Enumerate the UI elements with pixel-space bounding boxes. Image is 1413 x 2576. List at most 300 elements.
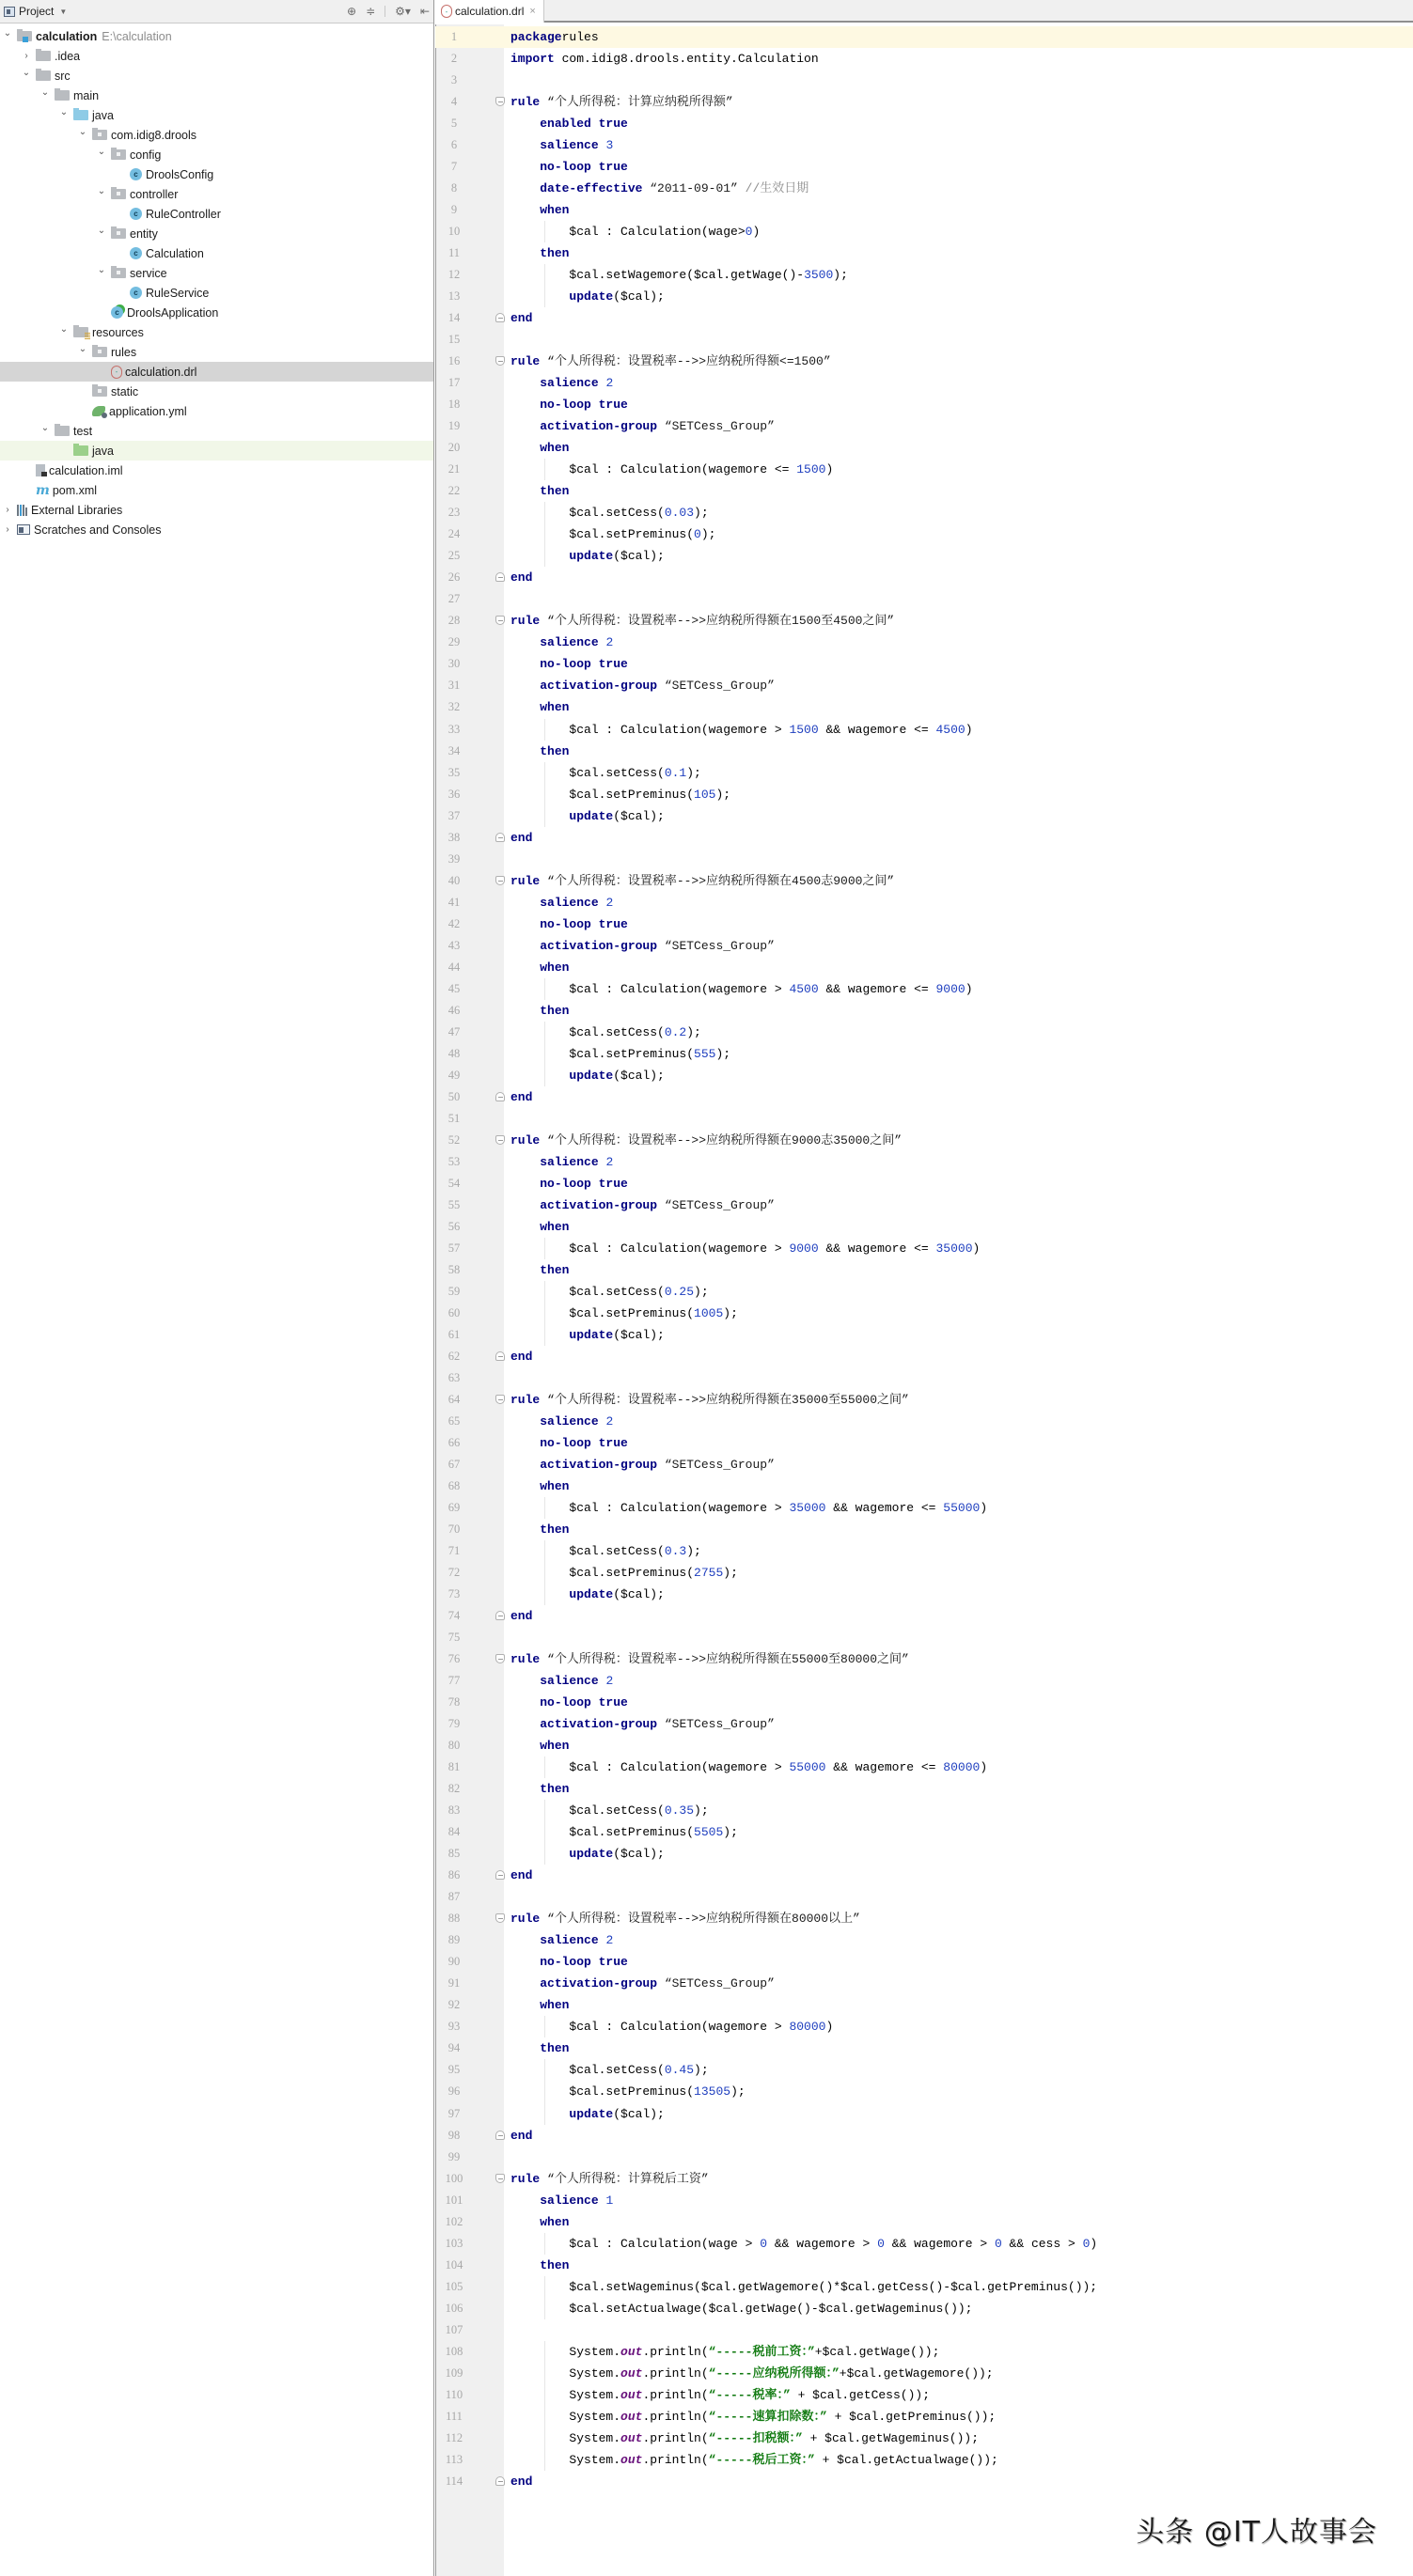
- line-number: 36: [447, 787, 461, 801]
- code-token: 0: [760, 2236, 768, 2251]
- code-line: [435, 26, 1413, 48]
- code-token: “SETCess_Group”: [657, 1458, 775, 1473]
- code-text: [510, 1411, 613, 1432]
- code-token: then: [540, 484, 570, 499]
- line-number: 86: [447, 1868, 461, 1882]
- code-text: [510, 1151, 613, 1173]
- code-text: [510, 2211, 569, 2233]
- code-line: [435, 264, 1413, 286]
- line-number: 63: [447, 1370, 461, 1384]
- code-token: no-loop true: [540, 1436, 628, 1451]
- fold-end-icon[interactable]: [495, 2476, 505, 2486]
- code-token: [510, 1414, 540, 1429]
- code-token: [510, 1155, 540, 1169]
- code-line: [435, 2081, 1413, 2102]
- code-token: update: [569, 549, 614, 564]
- project-view-icon: [4, 7, 15, 17]
- code-token: 0.03: [664, 506, 695, 521]
- tree-item-calculation-drl[interactable]: [0, 362, 433, 382]
- line-number: 32: [447, 700, 461, 714]
- tree-item-controller[interactable]: [0, 184, 433, 204]
- tree-item-static[interactable]: [0, 382, 433, 401]
- code-token: 55000: [789, 1760, 826, 1775]
- fold-collapse-icon[interactable]: [495, 1395, 505, 1404]
- line-number: 24: [447, 527, 461, 541]
- code-line: [435, 653, 1413, 675]
- code-line: [435, 1281, 1413, 1303]
- code-line: [435, 48, 1413, 70]
- line-number: 84: [447, 1825, 461, 1839]
- fold-end-icon[interactable]: [495, 313, 505, 322]
- code-token: [510, 939, 540, 953]
- code-text: [510, 48, 819, 70]
- tree-item-idea[interactable]: [0, 46, 433, 66]
- code-token: ): [965, 981, 973, 996]
- code-token: then: [540, 246, 570, 261]
- code-token: [510, 1955, 540, 1969]
- code-token: activation-group: [540, 679, 658, 694]
- line-number: 107: [445, 2322, 463, 2336]
- tree-item-application-yml[interactable]: [0, 401, 433, 421]
- code-text: [510, 1216, 569, 1238]
- code-line: [435, 1929, 1413, 1951]
- line-number: 30: [447, 657, 461, 671]
- tree-item-resources[interactable]: [0, 322, 433, 342]
- code-line: [435, 1194, 1413, 1216]
- line-number: 75: [447, 1631, 461, 1645]
- code-line: [435, 2406, 1413, 2428]
- code-line: [435, 2276, 1413, 2298]
- code-text: [510, 178, 809, 199]
- code-text: [510, 978, 973, 1000]
- tree-item-label: calculation.iml: [49, 463, 123, 477]
- tree-item-label: main: [73, 88, 100, 102]
- locate-icon[interactable]: ⊕: [347, 5, 357, 18]
- code-line: [435, 2298, 1413, 2319]
- code-line: [435, 1238, 1413, 1259]
- scratches-icon: [17, 524, 30, 535]
- code-text: [510, 1973, 775, 1994]
- chevron-down-icon[interactable]: ▼: [59, 7, 68, 16]
- code-text: [510, 2428, 979, 2449]
- tree-item-java[interactable]: [0, 105, 433, 125]
- chevron-down-icon[interactable]: ⌄: [78, 344, 87, 354]
- code-token: activation-group: [540, 1976, 658, 1991]
- fold-end-icon[interactable]: [495, 1611, 505, 1620]
- code-token: ): [965, 722, 973, 737]
- code-line: [435, 1173, 1413, 1194]
- tree-item-rules[interactable]: [0, 342, 433, 362]
- line-number: 41: [447, 895, 461, 909]
- line-number: 20: [447, 441, 461, 455]
- code-token: $cal : Calculation(wagemore >: [510, 1501, 790, 1516]
- code-token: then: [540, 1262, 570, 1277]
- code-token: [510, 2258, 540, 2272]
- code-token: no-loop true: [540, 657, 628, 672]
- code-token: “2011-09-01”: [642, 181, 746, 196]
- chevron-right-icon[interactable]: ›: [24, 51, 28, 61]
- code-token: when: [540, 2214, 570, 2229]
- line-number: 44: [447, 960, 461, 974]
- code-text: [510, 1000, 569, 1022]
- fold-collapse-icon[interactable]: [495, 1913, 505, 1923]
- line-number: 100: [445, 2171, 463, 2185]
- fold-collapse-icon[interactable]: [495, 616, 505, 625]
- chevron-down-icon[interactable]: ⌄: [97, 226, 106, 236]
- code-token: System.: [510, 2387, 621, 2402]
- code-token: activation-group: [540, 419, 658, 434]
- code-token: [510, 1782, 540, 1796]
- code-token: 35000: [935, 1241, 973, 1256]
- code-text: [510, 567, 532, 588]
- tree-item-entity[interactable]: [0, 224, 433, 243]
- code-text: [510, 2276, 1097, 2298]
- code-text: [510, 827, 532, 849]
- tree-item-java[interactable]: [0, 441, 433, 461]
- tree-item-label: resources: [92, 325, 144, 339]
- code-token: [510, 1695, 540, 1710]
- collapse-all-icon[interactable]: ≑: [366, 5, 376, 18]
- code-text: [510, 1562, 738, 1584]
- tree-item-label: test: [73, 424, 93, 438]
- code-token: [510, 1739, 540, 1753]
- code-text: [510, 134, 613, 156]
- code-line: [435, 2168, 1413, 2190]
- line-number: 14: [447, 311, 461, 325]
- code-token: [510, 1198, 540, 1212]
- line-number: 61: [447, 1327, 461, 1341]
- tree-item-scratches-and-consoles[interactable]: [0, 520, 433, 539]
- code-token: “个人所得税：设置税率-->>应纳税所得额在35000至55000之间”: [540, 1392, 909, 1407]
- line-number: 37: [447, 808, 461, 822]
- code-line: [435, 178, 1413, 199]
- code-token: update: [569, 808, 614, 823]
- line-number: 42: [447, 916, 461, 930]
- tree-item-label: DroolsApplication: [127, 305, 219, 320]
- code-text: [510, 1324, 665, 1346]
- tree-item-src[interactable]: [0, 66, 433, 86]
- line-number: 48: [447, 1046, 461, 1060]
- hide-panel-icon[interactable]: ⇤: [419, 5, 430, 18]
- code-token: $cal.setCess(: [510, 1024, 665, 1039]
- chevron-down-icon[interactable]: ⌄: [78, 127, 87, 137]
- code-token: [510, 1220, 540, 1234]
- code-line: [435, 2384, 1413, 2406]
- line-number: 76: [447, 1652, 461, 1666]
- code-line: [435, 2449, 1413, 2471]
- code-token: rule: [510, 95, 541, 110]
- code-token: “个人所得税：设置税率-->>应纳税所得额在9000志35000之间”: [540, 1132, 903, 1147]
- code-editor[interactable]: [435, 24, 1413, 2576]
- code-line: [435, 1475, 1413, 1497]
- line-number: 4: [450, 95, 458, 109]
- tree-item-calculation[interactable]: [0, 26, 433, 46]
- code-token: rule: [510, 354, 541, 369]
- tree-item-label: application.yml: [109, 404, 187, 418]
- code-token: import: [510, 52, 555, 67]
- code-token: then: [540, 1003, 570, 1018]
- tree-item-ruleservice[interactable]: [0, 283, 433, 303]
- tree-item-label: java: [92, 444, 114, 458]
- code-token: “-----应纳税所得额：”: [708, 2365, 840, 2381]
- code-line: [435, 1022, 1413, 1043]
- fold-end-icon[interactable]: [495, 1351, 505, 1361]
- tree-item-droolsconfig[interactable]: [0, 164, 433, 184]
- line-number: 104: [445, 2257, 463, 2272]
- code-token: 0.35: [664, 1803, 695, 1819]
- code-token: “个人所得税：计算税后工资”: [540, 2171, 709, 2186]
- chevron-down-icon[interactable]: ⌄: [40, 423, 50, 433]
- code-line: [435, 545, 1413, 567]
- code-token: [510, 117, 540, 131]
- code-text: [510, 2037, 569, 2059]
- yaml-file-icon: [92, 406, 105, 416]
- code-token: .println(: [642, 2452, 709, 2467]
- code-token: update: [569, 1327, 614, 1342]
- class-icon: c: [130, 168, 142, 180]
- fold-end-icon[interactable]: [495, 1870, 505, 1880]
- code-token: && wagemore <=: [825, 1760, 944, 1775]
- line-number: 70: [447, 1522, 461, 1537]
- line-number: 56: [447, 1219, 461, 1233]
- code-token: out: [620, 2409, 643, 2424]
- code-text: [510, 1281, 709, 1303]
- code-token: then: [540, 743, 570, 758]
- code-token: no-loop true: [540, 916, 628, 931]
- line-number: 105: [445, 2279, 463, 2293]
- code-token: salience: [540, 635, 599, 650]
- code-token: && wagemore <=: [818, 722, 936, 737]
- code-token: 2: [598, 1414, 614, 1429]
- code-line: [435, 1756, 1413, 1778]
- tree-item-test[interactable]: [0, 421, 433, 441]
- chevron-down-icon[interactable]: ⌄: [3, 28, 12, 39]
- code-token: $cal.setPreminus(: [510, 2084, 695, 2100]
- line-number: 43: [447, 938, 461, 952]
- code-token: then: [540, 1522, 570, 1538]
- code-line: [435, 1367, 1413, 1389]
- code-line: [435, 1843, 1413, 1865]
- code-token: );: [686, 1544, 701, 1559]
- code-token: [510, 1069, 569, 1083]
- code-text: [510, 870, 894, 892]
- tree-item-calculation[interactable]: [0, 243, 433, 263]
- line-number: 9: [450, 203, 458, 217]
- code-token: .println(: [642, 2409, 709, 2424]
- code-text: [510, 2081, 746, 2102]
- line-number: 89: [447, 1933, 461, 1947]
- code-token: && wagemore >: [884, 2236, 995, 2251]
- code-text: [510, 892, 613, 913]
- chevron-down-icon[interactable]: ⌄: [59, 324, 69, 335]
- fold-end-icon[interactable]: [495, 1092, 505, 1101]
- libraries-icon: [17, 505, 27, 516]
- code-token: ($cal);: [613, 1587, 665, 1602]
- fold-end-icon[interactable]: [495, 833, 505, 842]
- line-number: 64: [447, 1392, 461, 1406]
- code-line: [435, 567, 1413, 588]
- code-token: System.: [510, 2344, 621, 2359]
- code-text: [510, 1086, 532, 1108]
- code-token: +$cal.getWagemore());: [839, 2365, 994, 2381]
- code-token: salience: [540, 1154, 599, 1169]
- code-token: out: [620, 2365, 643, 2381]
- chevron-right-icon[interactable]: ›: [6, 524, 9, 535]
- code-token: 3500: [804, 268, 834, 283]
- class-icon: c: [130, 287, 142, 299]
- code-text: [510, 2471, 532, 2492]
- tree-item-main[interactable]: [0, 86, 433, 105]
- code-line: [435, 2428, 1413, 2449]
- code-token: 105: [694, 787, 716, 802]
- fold-collapse-icon[interactable]: [495, 356, 505, 366]
- tree-item-label: .idea: [55, 49, 81, 63]
- code-line: [435, 2255, 1413, 2276]
- code-text: [510, 1756, 987, 1778]
- tree-item-rulecontroller[interactable]: [0, 204, 433, 224]
- code-token: 1500: [789, 722, 819, 737]
- fold-collapse-icon[interactable]: [495, 1135, 505, 1145]
- tree-item-label: calculation.drl: [125, 365, 197, 379]
- code-token: when: [540, 1219, 570, 1234]
- line-number: 72: [447, 1566, 461, 1580]
- line-number: 83: [447, 1803, 461, 1818]
- tree-item-com-idig8-drools[interactable]: [0, 125, 433, 145]
- code-token: [510, 1328, 569, 1342]
- fold-end-icon[interactable]: [495, 2131, 505, 2140]
- code-token: );: [686, 1024, 701, 1039]
- code-text: [510, 199, 569, 221]
- folder-icon: [36, 70, 51, 81]
- code-token: [510, 1479, 540, 1493]
- line-number: 2: [450, 52, 458, 66]
- code-line: [435, 242, 1413, 264]
- code-token: [510, 1998, 540, 2012]
- code-token: [510, 160, 540, 174]
- code-text: [510, 1043, 730, 1065]
- line-number: 85: [447, 1847, 461, 1861]
- tree-item-label: src: [55, 69, 71, 83]
- fold-end-icon[interactable]: [495, 572, 505, 582]
- code-lines: [435, 26, 1413, 2492]
- code-token: 55000: [943, 1501, 981, 1516]
- code-line: [435, 1000, 1413, 1022]
- close-tab-icon[interactable]: ×: [529, 6, 536, 17]
- editor-pane: [435, 0, 1413, 2576]
- code-line: [435, 1151, 1413, 1173]
- class-icon: c: [130, 247, 142, 259]
- code-token: 35000: [789, 1501, 826, 1516]
- gear-icon[interactable]: ⚙▾: [395, 5, 411, 18]
- code-token: ): [980, 1501, 988, 1516]
- code-line: [435, 1389, 1413, 1411]
- code-line: [435, 2233, 1413, 2255]
- project-view-selector[interactable]: Project: [19, 5, 55, 18]
- code-line: [435, 1108, 1413, 1130]
- chevron-down-icon[interactable]: ⌄: [40, 87, 50, 98]
- code-text: [510, 264, 848, 286]
- code-text: [510, 741, 569, 762]
- code-token: $cal.setPreminus(: [510, 1825, 695, 1840]
- tree-item-calculation-iml[interactable]: [0, 461, 433, 480]
- code-token: out: [620, 2344, 643, 2359]
- chevron-down-icon[interactable]: ⌄: [22, 68, 31, 78]
- code-token: ): [825, 2020, 834, 2035]
- line-number: 91: [447, 1976, 461, 1991]
- tree-item-pom-xml[interactable]: [0, 480, 433, 500]
- code-line: [435, 2341, 1413, 2363]
- code-token: [510, 2107, 569, 2121]
- code-token: rule: [510, 1392, 541, 1407]
- code-token: .println(: [642, 2365, 709, 2381]
- code-text: [510, 610, 894, 632]
- code-token: $cal : Calculation(wage >: [510, 2236, 761, 2251]
- line-number: 96: [447, 2084, 461, 2099]
- code-token: //生效日期: [745, 181, 809, 196]
- code-text: [510, 1865, 532, 1886]
- code-text: [510, 2233, 1097, 2255]
- package-icon: [92, 386, 107, 397]
- fold-collapse-icon[interactable]: [495, 2174, 505, 2183]
- code-text: [510, 1173, 628, 1194]
- line-number: 112: [445, 2430, 463, 2444]
- code-token: [510, 657, 540, 671]
- chevron-right-icon[interactable]: ›: [6, 505, 9, 515]
- code-token: rule: [510, 614, 541, 629]
- chevron-down-icon[interactable]: ⌄: [97, 147, 106, 157]
- code-token: [510, 960, 540, 975]
- code-token: “SETCess_Group”: [657, 1717, 775, 1732]
- tree-item-config[interactable]: [0, 145, 433, 164]
- code-token: 80000: [789, 2020, 826, 2035]
- code-line: [435, 2059, 1413, 2081]
- code-line: [435, 1886, 1413, 1908]
- tree-item-label: External Libraries: [31, 503, 123, 517]
- tree-item-droolsapplication[interactable]: [0, 303, 433, 322]
- chevron-down-icon[interactable]: ⌄: [59, 107, 69, 117]
- tree-item-service[interactable]: [0, 263, 433, 283]
- fold-collapse-icon[interactable]: [495, 97, 505, 106]
- line-number: 47: [447, 1024, 461, 1038]
- code-token: [510, 1522, 540, 1537]
- code-token: then: [540, 1782, 570, 1797]
- code-token: “-----扣税额：”: [708, 2430, 803, 2445]
- code-line: [435, 394, 1413, 415]
- code-token: ($cal);: [613, 808, 665, 823]
- code-token: $cal : Calculation(wagemore >: [510, 981, 790, 996]
- code-token: 3: [598, 138, 614, 153]
- line-number: 17: [447, 376, 461, 390]
- chevron-down-icon[interactable]: ⌄: [97, 186, 106, 196]
- code-line: [435, 1086, 1413, 1108]
- code-token: );: [686, 765, 701, 780]
- code-text: [510, 91, 733, 113]
- code-text: [510, 675, 775, 696]
- chevron-down-icon[interactable]: ⌄: [97, 265, 106, 275]
- line-number: 22: [447, 484, 461, 498]
- tab-calculation-drl[interactable]: [435, 0, 544, 23]
- fold-collapse-icon[interactable]: [495, 876, 505, 885]
- line-number: 111: [446, 2409, 463, 2423]
- code-line: [435, 892, 1413, 913]
- package-icon: [111, 149, 126, 160]
- tree-item-external-libraries[interactable]: [0, 500, 433, 520]
- code-token: [510, 398, 540, 412]
- fold-collapse-icon[interactable]: [495, 1654, 505, 1663]
- line-number: 58: [447, 1262, 461, 1276]
- code-line: [435, 805, 1413, 827]
- line-number: 82: [447, 1782, 461, 1796]
